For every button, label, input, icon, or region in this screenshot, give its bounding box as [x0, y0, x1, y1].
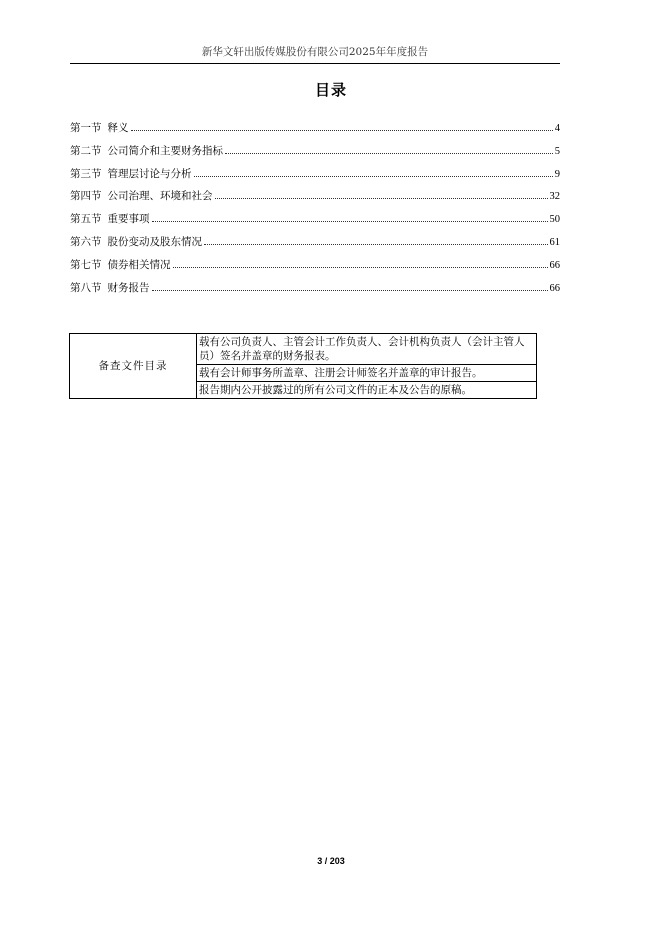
toc-section-name: 财务报告 — [107, 281, 150, 294]
toc-page-number: 66 — [549, 282, 560, 294]
toc-item[interactable] — [70, 144, 560, 167]
table-row — [70, 334, 537, 365]
toc-section-number: 第三节 — [70, 167, 102, 180]
toc-item[interactable] — [70, 167, 560, 190]
toc-leader-dots — [173, 266, 548, 268]
toc-section-name: 管理层讨论与分析 — [107, 167, 192, 180]
reference-doc-item: 报告期内公开披露过的所有公司文件的正本及公告的原稿。 — [197, 382, 537, 399]
toc-section-number: 第一节 — [70, 122, 102, 134]
toc-item[interactable] — [70, 258, 560, 281]
toc-leader-dots — [152, 220, 548, 222]
toc-section-number: 第七节 — [70, 258, 102, 271]
toc-page-number: 61 — [549, 236, 560, 248]
table-of-contents — [70, 121, 560, 303]
toc-item[interactable] — [70, 281, 560, 304]
toc-leader-dots — [194, 175, 553, 177]
toc-section-name: 债券相关情况 — [107, 258, 171, 271]
toc-item[interactable] — [70, 212, 560, 235]
toc-section-number: 第二节 — [70, 144, 102, 157]
toc-page-number: 50 — [549, 214, 560, 226]
toc-item[interactable] — [70, 121, 560, 144]
page-footer — [0, 856, 662, 866]
toc-section-number: 第六节 — [70, 235, 102, 248]
toc-leader-dots — [204, 243, 548, 245]
reference-documents-table — [69, 333, 537, 399]
toc-page-number: 66 — [549, 259, 560, 271]
toc-section-name: 股份变动及股东情况 — [107, 235, 202, 248]
reference-docs-label: 备查文件目录 — [70, 334, 197, 399]
toc-section-name: 重要事项 — [107, 213, 150, 226]
toc-page-number: 5 — [554, 145, 560, 157]
page-indicator: 3 / 203 — [317, 856, 345, 866]
toc-leader-dots — [152, 289, 548, 291]
toc-section-number: 第五节 — [70, 213, 102, 226]
toc-page-number: 32 — [549, 191, 560, 203]
toc-page-number: 4 — [554, 123, 560, 134]
toc-section-name: 释义 — [107, 122, 129, 134]
toc-item[interactable] — [70, 189, 560, 212]
reference-doc-item: 载有会计师事务所盖章、注册会计师签名并盖章的审计报告。 — [197, 365, 537, 382]
toc-leader-dots — [131, 129, 553, 131]
toc-leader-dots — [215, 197, 548, 199]
toc-section-name: 公司治理、环境和社会 — [107, 190, 213, 203]
toc-title: 目录 — [314, 81, 347, 99]
reference-doc-item: 载有公司负责人、主管会计工作负责人、会计机构负责人（会计主管人员）签名并盖章的财务报表。 — [197, 334, 537, 365]
toc-section-number: 第四节 — [70, 190, 102, 203]
toc-leader-dots — [225, 152, 553, 154]
toc-section-number: 第八节 — [70, 281, 102, 294]
toc-item[interactable] — [70, 235, 560, 258]
toc-page-number: 9 — [554, 168, 560, 180]
page-header — [70, 44, 560, 64]
toc-section-name: 公司简介和主要财务指标 — [107, 144, 223, 157]
report-title: 新华文轩出版传媒股份有限公司2025年年度报告 — [201, 46, 429, 58]
